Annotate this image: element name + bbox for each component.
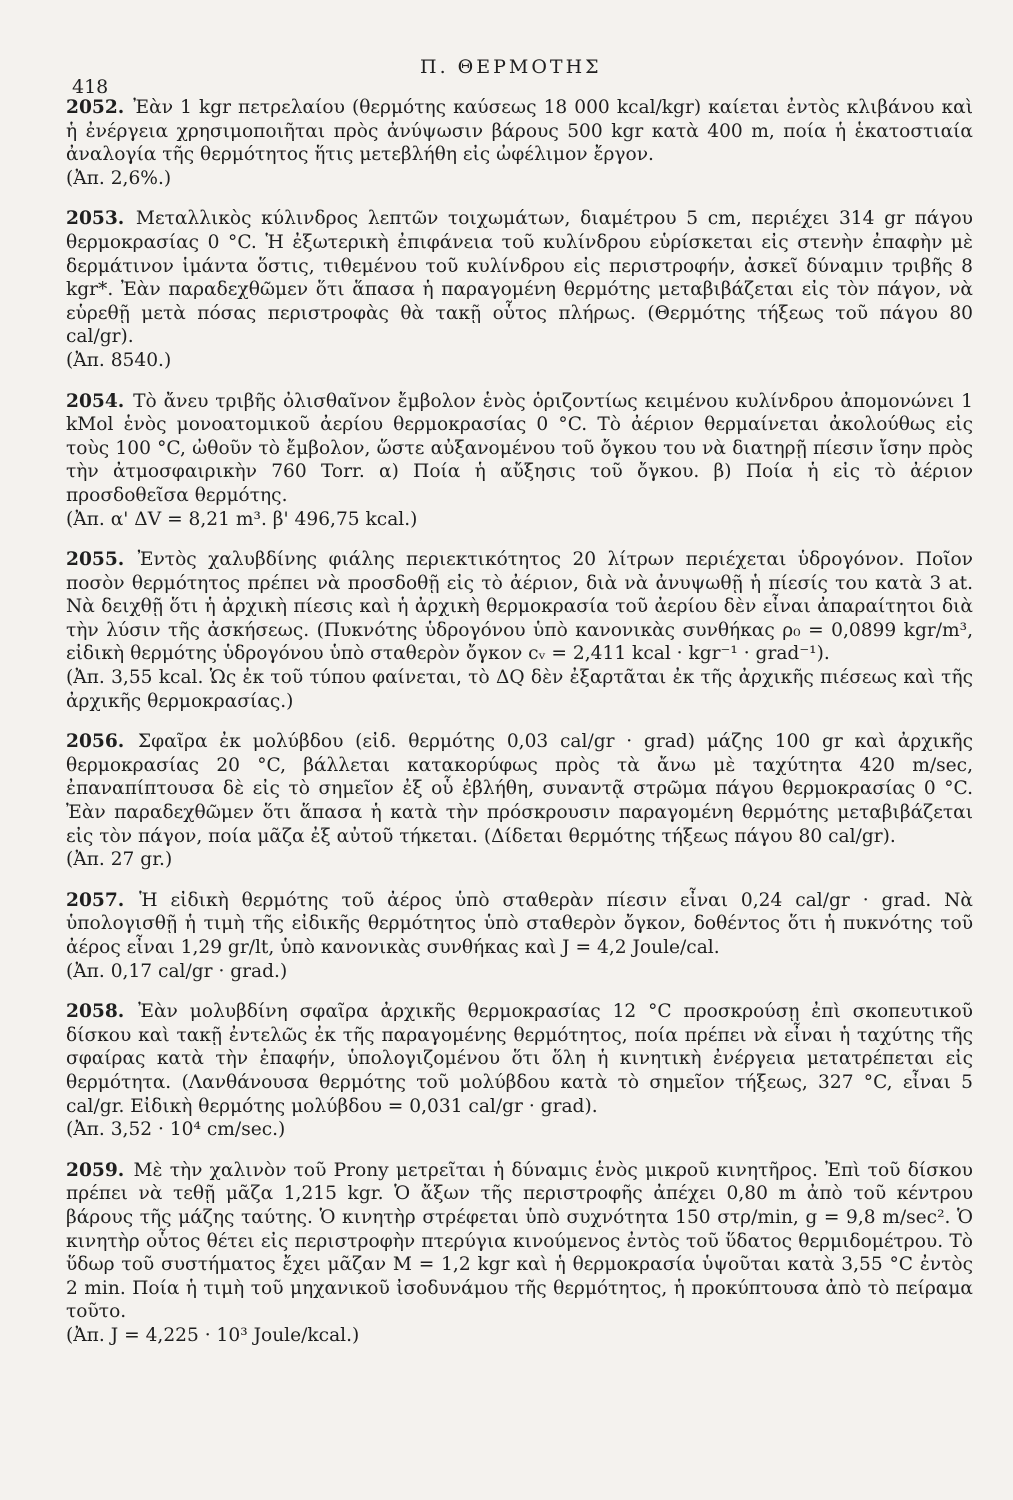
problem-answer: (Ἀπ. 3,52 · 10⁴ cm/sec.) — [66, 1119, 286, 1141]
problem-2057 — [66, 889, 973, 983]
problem-text: Ἡ εἰδικὴ θερμότης τοῦ ἀέρος ὑπὸ σταθερὰν πίεσιν εἶναι 0,24 cal/gr · grad. Νὰ ὑπολογισθῇ ἡ τιμὴ τῆς εἰδικῆς θερμότητος ὑπὸ σταθερὸν ὄγκον, δοθέντος ὅτι ἡ πυκνότης τοῦ ἀέρος εἶναι 1,29 gr/lt, ὑπὸ κανονικὰς συνθήκας καὶ J = 4,2 Joule/cal. — [66, 889, 973, 958]
problem-answer: (Ἀπ. 3,55 kcal. Ὡς ἐκ τοῦ τύπου φαίνεται, τὸ ΔQ δὲν ἐξαρτᾶται ἐκ τῆς ἀρχικῆς πιέσεως καὶ τῆς ἀρχικῆς θερμοκρασίας.) — [66, 667, 973, 712]
problem-body — [66, 1000, 973, 1118]
problem-number: 2053. — [66, 208, 125, 230]
problem-2056 — [66, 730, 973, 872]
problem-number: 2057. — [66, 889, 125, 911]
running-title: Π. ΘΕΡΜΟΤΗΣ — [420, 56, 602, 78]
problem-answer: (Ἀπ. J = 4,225 · 10³ Joule/kcal.) — [66, 1324, 360, 1346]
problem-answer: (Ἀπ. 27 gr.) — [66, 849, 173, 871]
problem-body — [66, 390, 973, 508]
problem-answer: (Ἀπ. α' ΔV = 8,21 m³. β' 496,75 kcal.) — [66, 508, 418, 530]
problem-text: Ἐντὸς χαλυβδίνης φιάλης περιεκτικότητος 20 λίτρων περιέχεται ὑδρογόνον. Ποῖον ποσὸν θερμότητος πρέπει νὰ προσδοθῇ εἰς τὸ ἀέριον, διὰ νὰ ἀνυψωθῇ ἡ πίεσίς του κατὰ 3 at. Νὰ δειχθῇ ὅτι ἡ ἀρχικὴ πίεσις καὶ ἡ ἀρχικὴ θερμοκρασία τοῦ ἀερίου δὲν εἶναι ἀπαραίτητοι διὰ τὴν λύσιν τῆς ἀσκήσεως. (Πυκνότης ὑδρογόνου ὑπὸ κανονικὰς συνθήκας ρ₀ = 0,0899 kgr/m³, εἰδικὴ θερμότης ὑδρογόνου ὑπὸ σταθερὸν ὄγκον cᵥ = 2,411 kcal · kgr⁻¹ · grad⁻¹). — [66, 549, 973, 665]
problem-2053 — [66, 207, 973, 372]
problem-text: Μεταλλικὸς κύλινδρος λεπτῶν τοιχωμάτων, διαμέτρου 5 cm, περιέχει 314 gr πάγου θερμοκρασίας 0 °C. Ἡ ἐξωτερικὴ ἐπιφάνεια τοῦ κυλίνδρου εὑρίσκεται εἰς στενὴν ἐπαφὴν μὲ δερμάτινον ἱμάντα ὅστις, τιθεμένου τοῦ κυλίνδρου εἰς περιστροφήν, ἀσκεῖ δύναμιν τριβῆς 8 kgr*. Ἐὰν παραδεχθῶμεν ὅτι ἅπασα ἡ παραγομένη θερμότης μεταβιβάζεται εἰς τὸν πάγον, νὰ εὑρεθῇ μετὰ πόσας περιστροφὰς θὰ τακῇ οὗτος πλήρως. (Θερμότης τήξεως τοῦ πάγου 80 cal/gr). — [66, 208, 973, 348]
page-header — [66, 46, 973, 96]
problem-number: 2059. — [66, 1159, 125, 1181]
problem-2055 — [66, 548, 973, 713]
problem-number: 2054. — [66, 390, 125, 412]
problem-body — [66, 207, 973, 349]
problem-number: 2052. — [66, 97, 125, 118]
problem-2054 — [66, 390, 973, 532]
problem-text: Τὸ ἄνευ τριβῆς ὀλισθαῖνον ἔμβολον ἑνὸς ὁριζοντίως κειμένου κυλίνδρου ἀπομονώνει 1 kMol ἑνὸς μονοατομικοῦ ἀερίου θερμοκρασίας 0 °C. Τὸ ἀέριον θερμαίνεται ἀκολούθως εἰς τοὺς 100 °C, ὠθοῦν τὸ ἔμβολον, ὥστε αὐξανομένου τοῦ ὄγκου του νὰ διατηρῇ πίεσιν ἴσην πρὸς τὴν ἀτμοσφαιρικὴν 760 Torr. α) Ποία ἡ αὔξησις τοῦ ὄγκου. β) Ποία ἡ εἰς τὸ ἀέριον προσδοθεῖσα θερμότης. — [66, 390, 973, 506]
problem-2058 — [66, 1000, 973, 1142]
problem-body — [66, 1159, 973, 1324]
problem-2059 — [66, 1159, 973, 1348]
problem-text: Μὲ τὴν χαλινὸν τοῦ Prony μετρεῖται ἡ δύναμις ἑνὸς μικροῦ κινητῆρος. Ἐπὶ τοῦ δίσκου πρέπει νὰ τεθῇ μᾶζα 1,215 kgr. Ὁ ἄξων τῆς περιστροφῆς ἀπέχει 0,80 m ἀπὸ τοῦ κέντρου βάρους τῆς μάζης ταύτης. Ὁ κινητὴρ στρέφεται ὑπὸ συχνότητα 150 στρ/min, g = 9,8 m/sec². Ὁ κινητὴρ οὗτος θέτει εἰς περιστροφὴν πτερύγια κινούμενος ἐντὸς τοῦ ὕδατος θερμιδομέτρου. Τὸ ὕδωρ τοῦ συστήματος ἔχει μᾶζαν M = 1,2 kgr καὶ ἡ θερμοκρασία ὑψοῦται κατὰ 3,55 °C ἐντὸς 2 min. Ποία ἡ τιμὴ τοῦ μηχανικοῦ ἰσοδυνάμου τῆς θερμότητος, ἡ προκύπτουσα ἀπὸ τὸ πείραμα τοῦτο. — [66, 1159, 973, 1323]
problem-body — [66, 548, 973, 666]
problem-text: Σφαῖρα ἐκ μολύβδου (εἰδ. θερμότης 0,03 cal/gr · grad) μάζης 100 gr καὶ ἀρχικῆς θερμοκρασίας 20 °C, βάλλεται κατακορύφως πρὸς τὰ ἄνω μὲ ταχύτητα 420 m/sec, ἐπαναπίπτουσα δὲ εἰς τὸ σημεῖον ἐξ οὗ ἐβλήθη, συναντᾷ στρῶμα πάγου θερμοκρασίας 0 °C. Ἐὰν παραδεχθῶμεν ὅτι ἅπασα ἡ κατὰ τὴν πρόσκρουσιν παραγομένη θερμότης μεταβιβάζεται εἰς τὸν πάγον, ποία μᾶζα ἐξ αὐτοῦ τήκεται. (Δίδεται θερμότης τήξεως πάγου 80 cal/gr). — [66, 731, 973, 847]
problem-body — [66, 889, 973, 960]
problem-text: Ἐὰν μολυβδίνη σφαῖρα ἀρχικῆς θερμοκρασίας 12 °C προσκρούσῃ ἐπὶ σκοπευτικοῦ δίσκου καὶ τακῇ ἐντελῶς ἐκ τῆς παραγομένης θερμότητος, ποία πρέπει νὰ εἶναι ἡ ταχύτης τῆς σφαίρας κατὰ τὴν ἐπαφήν, ὑπολογιζομένου ὅτι ὅλη ἡ κινητικὴ ἐνέργεια μετατρέπεται εἰς θερμότητα. (Λανθάνουσα θερμότης τοῦ μολύβδου κατὰ τὸ σημεῖον τήξεως, 327 °C, εἶναι 5 cal/gr. Εἰδικὴ θερμότης μολύβδου = 0,031 cal/gr · grad). — [66, 1001, 973, 1117]
problem-answer: (Ἀπ. 2,6%.) — [66, 167, 172, 189]
problem-text: Ἐὰν 1 kgr πετρελαίου (θερμότης καύσεως 18 000 kcal/kgr) καίεται ἐντὸς κλιβάνου καὶ ἡ ἐνέργεια χρησιμοποιῆται πρὸς ἀνύψωσιν βάρους 500 kgr κατὰ 400 m, ποία ἡ ἑκατοστιαία ἀναλογία τῆς θερμότητος ἥτις μετεβλήθη εἰς ὠφέλιμον ἔργον. — [66, 97, 973, 166]
problem-number: 2056. — [66, 731, 125, 753]
problem-body — [66, 96, 973, 167]
problem-answer: (Ἀπ. 0,17 cal/gr · grad.) — [66, 960, 288, 982]
problem-body — [66, 730, 973, 848]
problem-answer: (Ἀπ. 8540.) — [66, 349, 172, 371]
problem-2052 — [66, 96, 973, 190]
problem-number: 2055. — [66, 549, 125, 571]
problem-number: 2058. — [66, 1001, 125, 1023]
page-number: 418 — [72, 76, 109, 98]
